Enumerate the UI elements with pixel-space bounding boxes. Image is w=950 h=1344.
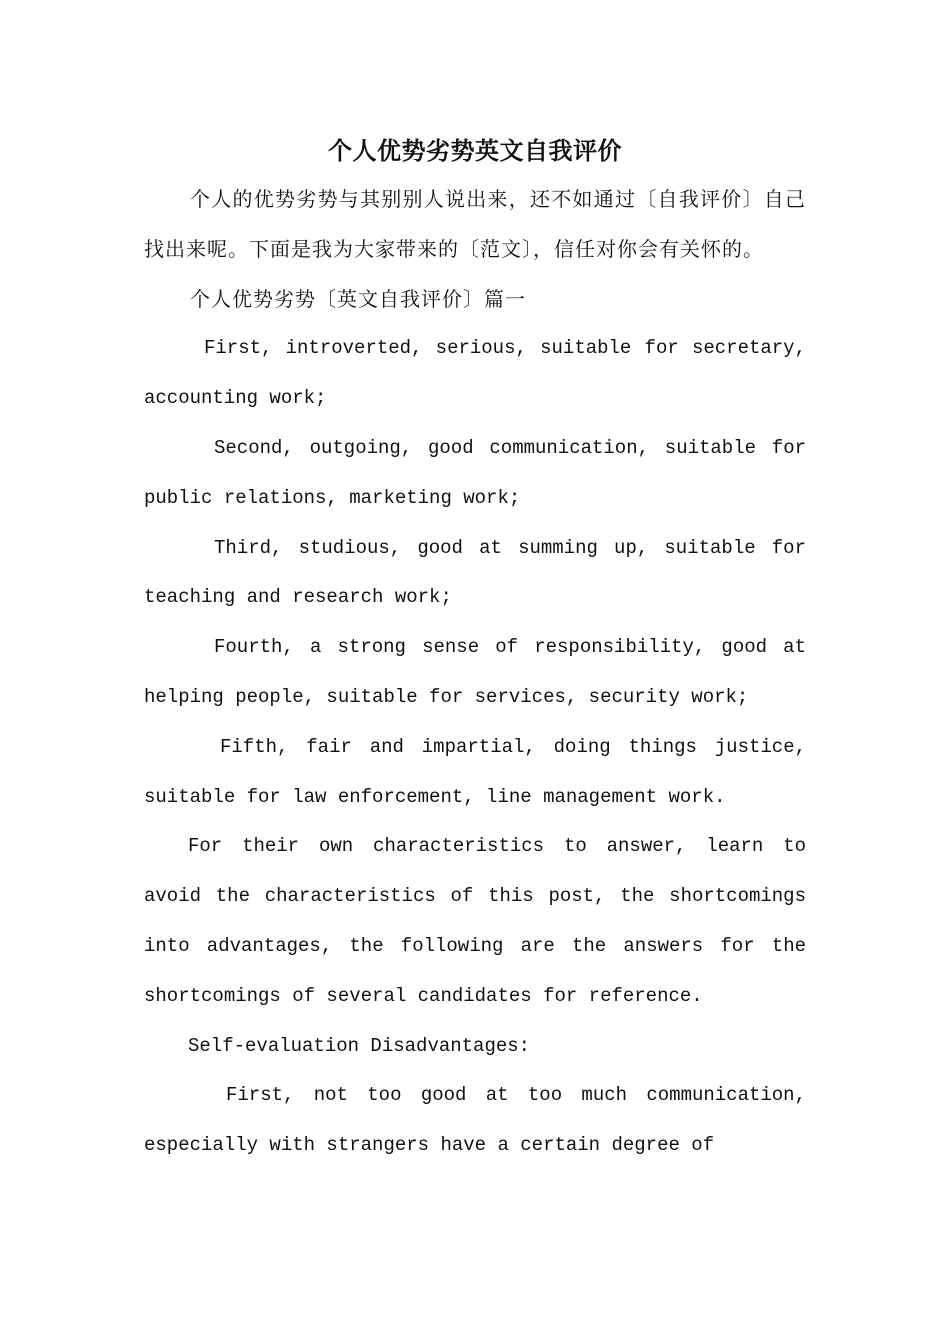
document-body [144, 175, 806, 1171]
document-title: 个人优势劣势英文自我评价 [328, 136, 622, 165]
disadvantage-first-paragraph: First, not too good at too much communication, especially with strangers have a certain degree of [144, 1084, 806, 1157]
disadvantages-heading: Self-evaluation Disadvantages: [188, 1034, 531, 1057]
strength-fourth-paragraph: Fourth, a strong sense of responsibility, good at helping people, suitable for services, security work; [144, 636, 806, 708]
intro-paragraph: 个人的优势劣势与其别别人说出来，还不如通过〔自我评价〕自己找出来呢。下面是我为大家带来的〔范文〕，信任对你会有关怀的。 [144, 187, 806, 261]
strength-second-paragraph: Second, outgoing, good communication, suitable for public relations, marketing work; [144, 436, 806, 509]
section-heading: 个人优势劣势〔英文自我评价〕篇一 [190, 286, 526, 311]
answer-guidance-paragraph: For their own characteristics to answer, learn to avoid the characteristics of this post, the shortcomings into advantages, the following are the answers for the shortcomings of several candidates for reference. [144, 835, 806, 1007]
strength-fifth-paragraph: Fifth, fair and impartial, doing things justice, suitable for law enforcement, line management work. [144, 735, 806, 808]
strength-third-paragraph: Third, studious, good at summing up, suitable for teaching and research work; [144, 536, 806, 609]
strength-first-paragraph: First, introverted, serious, suitable for secretary, accounting work; [144, 337, 806, 410]
